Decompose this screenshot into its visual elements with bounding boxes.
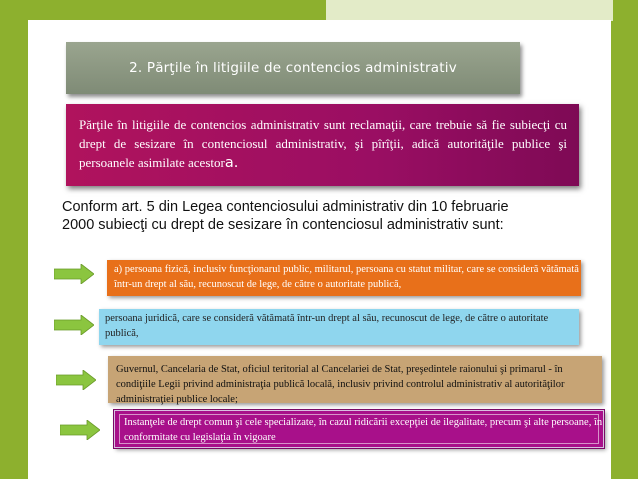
- list-item-legal-person: [99, 309, 579, 345]
- right-arrow-icon: [54, 315, 94, 335]
- intro-text-end: a.: [224, 155, 239, 171]
- right-arrow-icon: [54, 264, 94, 284]
- top-decorative-strip: [326, 0, 613, 21]
- list-item-text: persoana juridică, care se consideră vătămată într-un drept al său, recunoscut de lege, de către o autoritate publică,: [105, 313, 549, 339]
- right-arrow-icon: [60, 420, 100, 440]
- list-item-text: Guvernul, Cancelaria de Stat, oficiul teritorial al Cancelariei de Stat, preşedintele raionului şi primarul - în condiţiile Legii privind administraţia publică locală, inclusiv privind controlul administrativ al autorităţilor administraţiei publice locale;: [116, 364, 565, 405]
- slide-title-box: [66, 42, 520, 94]
- list-item-text: Instanţele de drept comun şi cele specializate, în cazul ridicării excepţiei de ilegalitate, precum şi alte persoane, în conformitate cu legislaţia în vigoare: [124, 417, 603, 443]
- list-item-government: [108, 356, 602, 403]
- list-item-courts: [114, 410, 604, 448]
- list-item-text: a) persoana fizică, inclusiv funcţionarul public, militarul, persoana cu statut militar, care se consideră vătămată într-un drept al său, recunoscut de lege, de către o autoritate publică,: [114, 264, 579, 290]
- intro-text: Părţile în litigiile de contencios administrativ sunt reclamaţii, care trebuie să fie subiecţi cu drept de sesizare în contenciosul administrativ, şi pîrîţii, adică autorităţile publice şi persoanele asimilate acestor: [79, 117, 567, 170]
- conform-paragraph: Conform art. 5 din Legea contenciosului administrativ din 10 februarie 2000 subiecţi cu drept de sesizare în contenciosul administrativ sunt:: [62, 199, 509, 233]
- slide-title: 2. Părţile în litigiile de contencios administrativ: [129, 60, 457, 76]
- right-arrow-icon: [56, 370, 96, 390]
- intro-text-box: [66, 104, 579, 186]
- list-item-natural-person: [107, 260, 581, 296]
